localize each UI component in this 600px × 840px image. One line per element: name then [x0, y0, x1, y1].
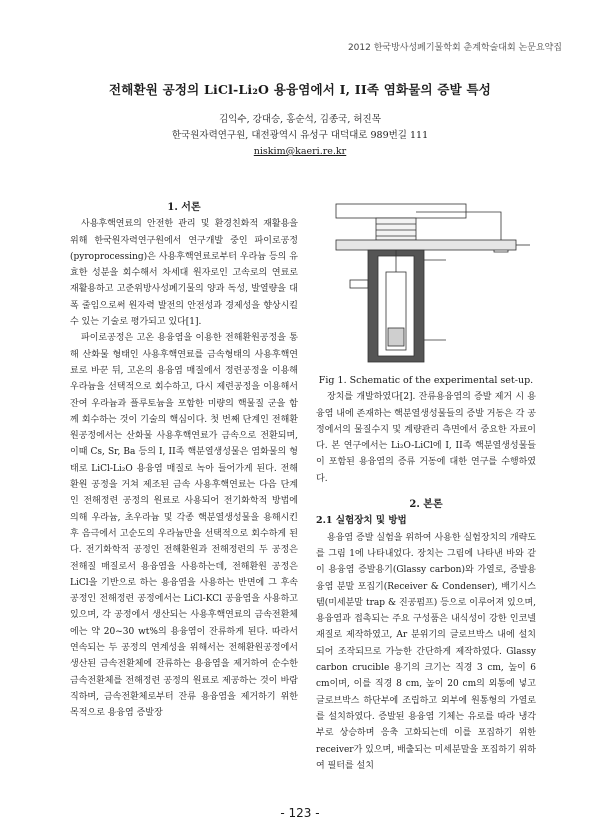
- right-column: [316, 200, 536, 774]
- author-block: [0, 112, 600, 160]
- apparatus-paragraph-1: 용융염 증발 실험을 위하여 사용한 실험장치의 개략도를 그림 1에 나타내었다. 장치는 그림에 나타낸 바와 같이 용융염 증발용기(Glassy carbon)와 가열로, 증발용융염 분말 포집기(Receiver & Condenser), 배기시스템(미세분말 trap & 진공펌프) 등으로 이루어져 있으며, 용융염과 접촉되는 주요 구성품은 내식성이 강한 인코넬 재질로 제작하였고, Ar 분위기의 글로브박스 내에 설치되어 조작되므로 가능한 간단하게 제작하였다. Glassy carbon crucible 용기의 크기는 직경 3 cm, 높이 6 cm이며, 이를 직경 8 cm, 높이 20 cm의 외통에 넣고 글로브박스 하단부에 조립하고 외부에 원통형의 가열로를 설치하였다. 증발된 용융염 기체는 유로를 따라 냉각부로 상승하며 응축 고화되는데 이를 포집하기 위한 receiver가 있으며, 배출되는 미세분말을 포집하기 위하여 필터를 설치: [316, 532, 536, 771]
- conference-header: 2012 한국방사성폐기물학회 춘계학술대회 논문요약집: [347, 43, 562, 53]
- paper-title: 전해환원 공정의 LiCl-Li₂O 용융염에서 I, II족 염화물의 증발 특성: [108, 82, 491, 97]
- left-column: [70, 200, 298, 722]
- section-heading-main: 2. 본론: [409, 499, 443, 511]
- subsection-heading-apparatus: 2.1 실험장치 및 방법: [316, 515, 407, 527]
- author-email[interactable]: niskim@kaeri.re.kr: [253, 146, 347, 157]
- section-heading-introduction: 1. 서론: [167, 202, 201, 213]
- page-number: - 123 -: [280, 806, 320, 820]
- author-affiliation: 한국원자력연구원, 대전광역시 유성구 대덕대로 989번길 111: [171, 130, 429, 141]
- intro-paragraph-continued: 장치를 개발하였다[2]. 잔류용융염의 증발 제거 시 용융염 내에 존재하는 핵분열생성물들의 증발 거동은 각 공정에서의 물질수지 및 계량관리 측면에서 중요한 자료이다. 본 연구에서는 Li₂O-LiCl에 I, II족 핵분열생성물들이 포함된 용융염의 증류 거동에 대한 연구를 수행하였다.: [316, 392, 536, 484]
- figure-1-caption: Fig 1. Schematic of the experimental set-up.: [318, 375, 534, 386]
- intro-paragraph-2: 파이로공정은 고온 용융염을 이용한 전해환원공정을 통해 산화물 형태인 사용후핵연료를 금속형태의 사용후핵연료로 바꾼 뒤, 고온의 용융염 매질에서 정련공정을 이용해 우라늄을 선택적으로 회수하고, 다시 제련공정을 이용해서 잔여 우라늄과 플루토늄을 포함한 미량의 핵물질 군을 함께 회수하는 것이 기술의 핵심이다. 첫 번째 단계인 전해환원공정에서는 산화물 사용후핵연료가 금속으로 전환되며, 이때 Cs, Sr, Ba 등의 I, II족 핵분열생성물은 염화물의 형태로 LiCl-Li₂O 용융염 매질로 녹아 들어가게 된다. 전해환원 공정을 거쳐 제조된 금속 사용후핵연료는 다음 단계인 전해정련 공정의 원료로 사용되어 전기화학적 방법에 의해 우라늄, 초우라늄 및 각종 핵분열생성물을 용해시킨 후 음극에서 고순도의 우라늄만을 선택적으로 회수하게 된다. 전기화학적 공정인 전해환원과 전해정련의 두 공정은 전해질 매질로서 용융염을 사용하는데, 전해환원 공정은 LiCl을 기반으로 하는 용융염을 사용하는 반면에 그 후속공정인 전해정련 공정에서는 LiCl-KCl 공융염을 사용하고 있으며, 각 공정에서 생산되는 사용후핵연료의 금속전환체에는 약 20~30 wt%의 용융염이 잔류하게 된다. 따라서 연속되는 두 공정의 연계성을 위해서는 전해환원공정에서 생산된 금속전환체에 잔류하는 용융염을 제거하여 순수한 금속전환체를 전해정련 공정의 원료로 제공하는 것이 바람직하며, 금속전환체로부터 잔류 용융염을 제거하기 위한 목적으로 용융염 증발장: [70, 333, 298, 719]
- author-names: 김익수, 강대승, 홍순석, 김종국, 허진목: [219, 114, 381, 125]
- experimental-setup-schematic: [316, 200, 536, 365]
- intro-paragraph-1: 사용후핵연료의 안전한 관리 및 환경친화적 재활용을 위해 한국원자력연구원에서 연구개발 중인 파이로공정(pyroprocessing)은 사용후핵연료로부터 우라늄 등의 유효한 성분을 회수해서 차세대 원자로인 고속로의 연료로 재활용하고 고준위방사성폐기물의 양과 독성, 발열량을 대폭 줄임으로써 원자력 발전의 안전성과 경제성을 향상시킬 수 있는 기술로 평가되고 있다[1].: [70, 219, 298, 328]
